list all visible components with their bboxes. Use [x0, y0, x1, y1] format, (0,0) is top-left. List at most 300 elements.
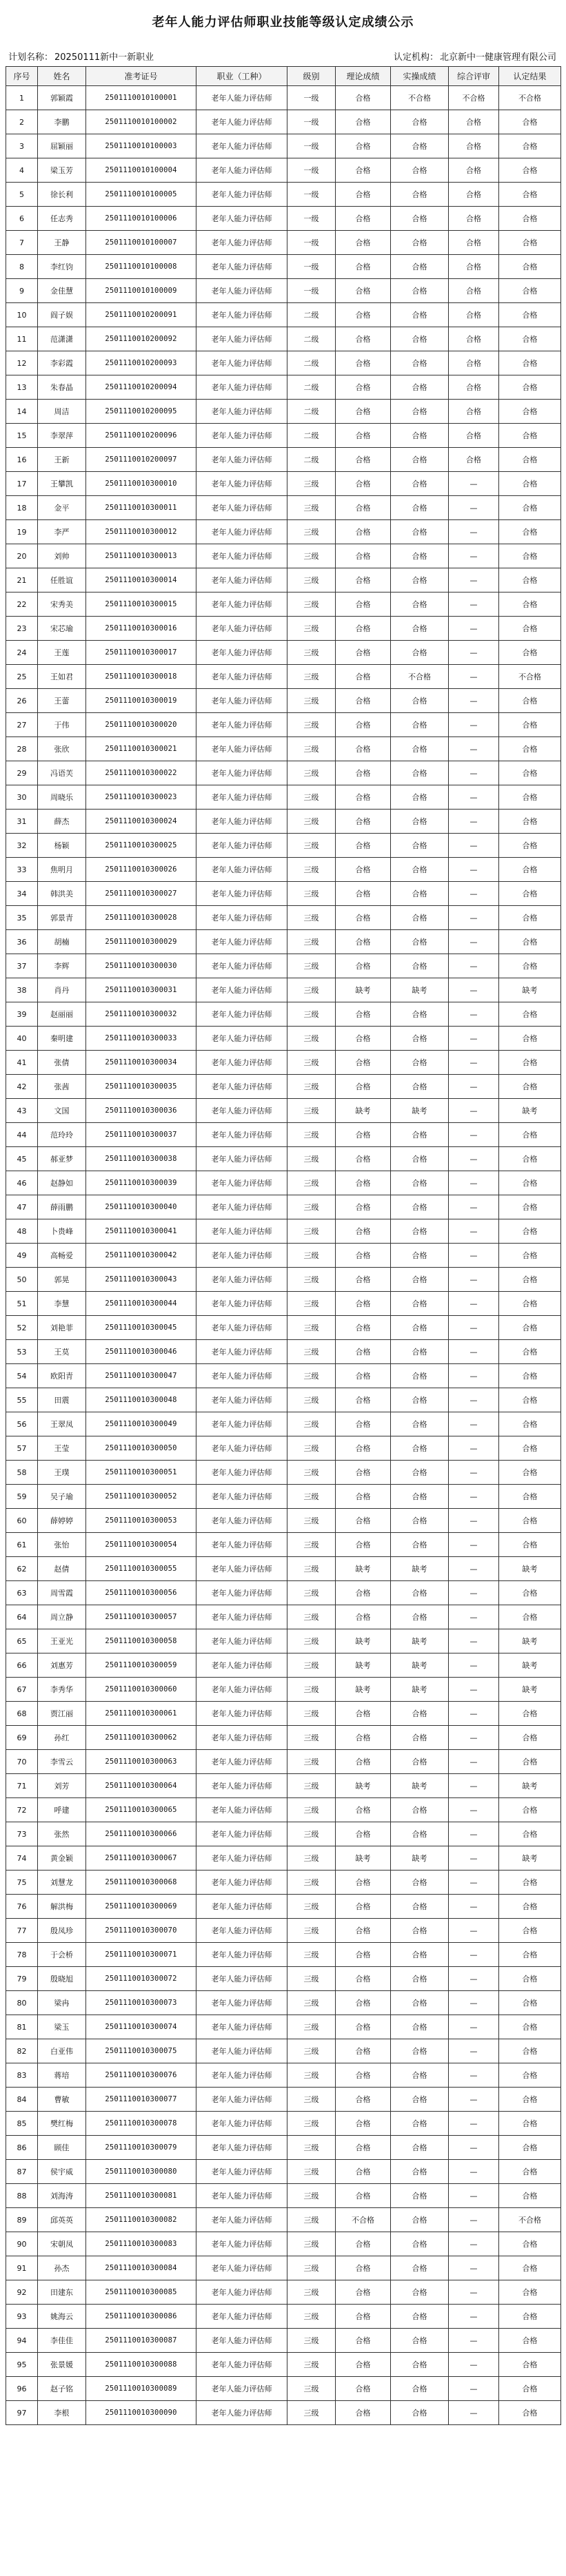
- cell-practical-score: 缺考: [391, 1774, 449, 1798]
- cell-level: 三级: [287, 1629, 336, 1653]
- cell-index: 61: [6, 1533, 38, 1557]
- cell-theory-score: 合格: [336, 1316, 391, 1340]
- cell-result: 缺考: [499, 1653, 561, 1678]
- cell-review: —: [449, 1219, 499, 1244]
- cell-name: 范玲玲: [38, 1123, 86, 1147]
- cell-theory-score: 合格: [336, 134, 391, 158]
- table-row: [6, 641, 561, 665]
- cell-practical-score: 合格: [391, 882, 449, 906]
- table-row: [6, 2088, 561, 2112]
- cell-review: —: [449, 882, 499, 906]
- cell-index: 90: [6, 2232, 38, 2256]
- plan-value: 20250111新中一新职业: [54, 52, 154, 63]
- cell-practical-score: 合格: [391, 593, 449, 617]
- header-level: 级别: [287, 67, 336, 86]
- cell-practical-score: 合格: [391, 183, 449, 207]
- cell-name: 李慧: [38, 1292, 86, 1316]
- cell-review: —: [449, 713, 499, 737]
- cell-review: —: [449, 1195, 499, 1219]
- cell-theory-score: 合格: [336, 158, 391, 183]
- cell-level: 三级: [287, 1436, 336, 1461]
- table-row: [6, 520, 561, 544]
- cell-result: 缺考: [499, 1099, 561, 1123]
- cell-occupation: 老年人能力评估师: [196, 1895, 287, 1919]
- cell-review: —: [449, 1292, 499, 1316]
- org-value: 北京新中一健康管理有限公司: [439, 52, 556, 63]
- cell-result: 合格: [499, 327, 561, 351]
- cell-ticket: 2501110010300058: [86, 1629, 196, 1653]
- cell-name: 王翠凤: [38, 1412, 86, 1436]
- cell-index: 74: [6, 1846, 38, 1871]
- cell-name: 周立静: [38, 1605, 86, 1629]
- cell-review: —: [449, 520, 499, 544]
- table-row: [6, 1436, 561, 1461]
- cell-name: 刘芳: [38, 1774, 86, 1798]
- cell-level: 三级: [287, 1533, 336, 1557]
- cell-result: 合格: [499, 882, 561, 906]
- cell-ticket: 2501110010300026: [86, 858, 196, 882]
- cell-level: 三级: [287, 1750, 336, 1774]
- cell-index: 14: [6, 400, 38, 424]
- cell-occupation: 老年人能力评估师: [196, 665, 287, 689]
- cell-name: 殷晓旭: [38, 1967, 86, 1991]
- table-row: [6, 1629, 561, 1653]
- cell-result: 合格: [499, 1244, 561, 1268]
- cell-theory-score: 合格: [336, 375, 391, 400]
- cell-practical-score: 合格: [391, 2232, 449, 2256]
- header-index: 序号: [6, 67, 38, 86]
- cell-ticket: 2501110010300085: [86, 2280, 196, 2305]
- cell-practical-score: 合格: [391, 1750, 449, 1774]
- cell-practical-score: 合格: [391, 617, 449, 641]
- cell-review: —: [449, 810, 499, 834]
- cell-occupation: 老年人能力评估师: [196, 255, 287, 279]
- cell-ticket: 2501110010300080: [86, 2160, 196, 2184]
- cell-occupation: 老年人能力评估师: [196, 1171, 287, 1195]
- cell-result: 合格: [499, 1943, 561, 1967]
- cell-occupation: 老年人能力评估师: [196, 520, 287, 544]
- cell-review: —: [449, 2160, 499, 2184]
- cell-occupation: 老年人能力评估师: [196, 1027, 287, 1051]
- cell-occupation: 老年人能力评估师: [196, 327, 287, 351]
- cell-practical-score: 合格: [391, 2256, 449, 2280]
- cell-theory-score: 合格: [336, 2160, 391, 2184]
- cell-occupation: 老年人能力评估师: [196, 906, 287, 930]
- cell-index: 8: [6, 255, 38, 279]
- cell-theory-score: 合格: [336, 689, 391, 713]
- cell-theory-score: 合格: [336, 2039, 391, 2063]
- cell-practical-score: 合格: [391, 520, 449, 544]
- table-header-row: [6, 67, 561, 86]
- cell-review: —: [449, 761, 499, 785]
- cell-name: 刘艳菲: [38, 1316, 86, 1340]
- cell-theory-score: 合格: [336, 327, 391, 351]
- table-row: [6, 882, 561, 906]
- cell-review: —: [449, 1822, 499, 1846]
- cell-occupation: 老年人能力评估师: [196, 1002, 287, 1027]
- cell-result: 合格: [499, 1147, 561, 1171]
- cell-index: 7: [6, 231, 38, 255]
- cell-review: 合格: [449, 183, 499, 207]
- table-row: [6, 158, 561, 183]
- table-row: [6, 279, 561, 303]
- table-row: [6, 496, 561, 520]
- cell-result: 合格: [499, 400, 561, 424]
- cell-practical-score: 合格: [391, 1919, 449, 1943]
- cell-theory-score: 合格: [336, 810, 391, 834]
- cell-ticket: 2501110010300059: [86, 1653, 196, 1678]
- cell-index: 35: [6, 906, 38, 930]
- header-name: 姓名: [38, 67, 86, 86]
- cell-index: 2: [6, 110, 38, 134]
- cell-result: 合格: [499, 1726, 561, 1750]
- cell-level: 三级: [287, 2256, 336, 2280]
- cell-result: 合格: [499, 496, 561, 520]
- cell-review: 合格: [449, 207, 499, 231]
- cell-ticket: 2501110010300067: [86, 1846, 196, 1871]
- cell-practical-score: 合格: [391, 207, 449, 231]
- cell-occupation: 老年人能力评估师: [196, 351, 287, 375]
- cell-practical-score: 合格: [391, 2063, 449, 2088]
- cell-ticket: 2501110010300057: [86, 1605, 196, 1629]
- cell-practical-score: 缺考: [391, 1629, 449, 1653]
- cell-level: 三级: [287, 1195, 336, 1219]
- header-practical-score: 实操成绩: [391, 67, 449, 86]
- cell-occupation: 老年人能力评估师: [196, 1533, 287, 1557]
- cell-occupation: 老年人能力评估师: [196, 1557, 287, 1581]
- cell-level: 三级: [287, 1027, 336, 1051]
- table-row: [6, 1822, 561, 1846]
- cell-practical-score: 合格: [391, 2401, 449, 2425]
- cell-theory-score: 合格: [336, 593, 391, 617]
- cell-index: 62: [6, 1557, 38, 1581]
- cell-review: —: [449, 2377, 499, 2401]
- cell-review: —: [449, 785, 499, 810]
- table-row: [6, 954, 561, 978]
- cell-occupation: 老年人能力评估师: [196, 183, 287, 207]
- cell-review: 合格: [449, 158, 499, 183]
- cell-review: 合格: [449, 448, 499, 472]
- cell-result: 合格: [499, 834, 561, 858]
- cell-level: 三级: [287, 1822, 336, 1846]
- table-row: [6, 2039, 561, 2063]
- table-row: [6, 1943, 561, 1967]
- cell-practical-score: 缺考: [391, 978, 449, 1002]
- cell-ticket: 2501110010300069: [86, 1895, 196, 1919]
- cell-theory-score: 合格: [336, 1075, 391, 1099]
- cell-name: 张然: [38, 1822, 86, 1846]
- cell-result: 合格: [499, 520, 561, 544]
- cell-review: 合格: [449, 110, 499, 134]
- cell-ticket: 2501110010200097: [86, 448, 196, 472]
- cell-review: —: [449, 2136, 499, 2160]
- cell-index: 60: [6, 1509, 38, 1533]
- cell-name: 文国: [38, 1099, 86, 1123]
- cell-occupation: 老年人能力评估师: [196, 2112, 287, 2136]
- cell-result: 合格: [499, 1268, 561, 1292]
- cell-ticket: 2501110010300079: [86, 2136, 196, 2160]
- cell-review: 合格: [449, 400, 499, 424]
- cell-review: —: [449, 2063, 499, 2088]
- cell-index: 94: [6, 2329, 38, 2353]
- cell-theory-score: 合格: [336, 472, 391, 496]
- table-row: [6, 1919, 561, 1943]
- cell-review: —: [449, 1605, 499, 1629]
- cell-review: —: [449, 737, 499, 761]
- cell-theory-score: 合格: [336, 1364, 391, 1388]
- cell-result: 合格: [499, 2088, 561, 2112]
- cell-name: 刘慧龙: [38, 1871, 86, 1895]
- table-row: [6, 1726, 561, 1750]
- cell-result: 合格: [499, 1750, 561, 1774]
- table-row: [6, 2208, 561, 2232]
- cell-result: 合格: [499, 1461, 561, 1485]
- cell-practical-score: 缺考: [391, 1653, 449, 1678]
- cell-index: 31: [6, 810, 38, 834]
- table-row: [6, 1292, 561, 1316]
- cell-theory-score: 合格: [336, 1991, 391, 2015]
- table-row: [6, 351, 561, 375]
- header-occupation: 职业（工种）: [196, 67, 287, 86]
- cell-review: 合格: [449, 351, 499, 375]
- table-row: [6, 1027, 561, 1051]
- cell-result: 合格: [499, 2256, 561, 2280]
- cell-index: 6: [6, 207, 38, 231]
- cell-theory-score: 缺考: [336, 1557, 391, 1581]
- cell-level: 三级: [287, 2063, 336, 2088]
- plan-info: [8, 50, 155, 63]
- table-row: [6, 448, 561, 472]
- cell-ticket: 2501110010300089: [86, 2377, 196, 2401]
- cell-index: 24: [6, 641, 38, 665]
- cell-index: 38: [6, 978, 38, 1002]
- cell-practical-score: 合格: [391, 158, 449, 183]
- cell-occupation: 老年人能力评估师: [196, 713, 287, 737]
- cell-result: 合格: [499, 255, 561, 279]
- cell-practical-score: 合格: [391, 1461, 449, 1485]
- table-row: [6, 1002, 561, 1027]
- cell-level: 三级: [287, 2329, 336, 2353]
- cell-practical-score: 合格: [391, 1002, 449, 1027]
- cell-theory-score: 合格: [336, 568, 391, 593]
- cell-index: 93: [6, 2305, 38, 2329]
- cell-theory-score: 合格: [336, 906, 391, 930]
- cell-index: 85: [6, 2112, 38, 2136]
- cell-ticket: 2501110010300060: [86, 1678, 196, 1702]
- cell-result: 合格: [499, 1123, 561, 1147]
- cell-result: 合格: [499, 568, 561, 593]
- cell-practical-score: 合格: [391, 1268, 449, 1292]
- cell-index: 25: [6, 665, 38, 689]
- cell-name: 李红钧: [38, 255, 86, 279]
- cell-practical-score: 合格: [391, 1388, 449, 1412]
- cell-result: 合格: [499, 1316, 561, 1340]
- cell-review: —: [449, 858, 499, 882]
- cell-practical-score: 合格: [391, 930, 449, 954]
- cell-practical-score: 合格: [391, 375, 449, 400]
- cell-index: 5: [6, 183, 38, 207]
- cell-result: 合格: [499, 472, 561, 496]
- cell-occupation: 老年人能力评估师: [196, 400, 287, 424]
- cell-level: 三级: [287, 2208, 336, 2232]
- cell-name: 李彩霞: [38, 351, 86, 375]
- cell-ticket: 2501110010300055: [86, 1557, 196, 1581]
- cell-theory-score: 合格: [336, 1340, 391, 1364]
- cell-index: 1: [6, 86, 38, 110]
- table-row: [6, 1485, 561, 1509]
- cell-ticket: 2501110010300040: [86, 1195, 196, 1219]
- cell-review: —: [449, 2305, 499, 2329]
- cell-level: 三级: [287, 1123, 336, 1147]
- cell-practical-score: 合格: [391, 2136, 449, 2160]
- cell-practical-score: 合格: [391, 2088, 449, 2112]
- cell-theory-score: 合格: [336, 86, 391, 110]
- cell-review: —: [449, 641, 499, 665]
- cell-name: 郝亚梦: [38, 1147, 86, 1171]
- table-row: [6, 1967, 561, 1991]
- cell-level: 三级: [287, 1726, 336, 1750]
- cell-level: 三级: [287, 978, 336, 1002]
- cell-review: 合格: [449, 134, 499, 158]
- cell-result: 缺考: [499, 1774, 561, 1798]
- cell-name: 王莲: [38, 641, 86, 665]
- cell-theory-score: 合格: [336, 834, 391, 858]
- cell-index: 40: [6, 1027, 38, 1051]
- cell-theory-score: 缺考: [336, 1774, 391, 1798]
- cell-index: 75: [6, 1871, 38, 1895]
- cell-name: 邱英英: [38, 2208, 86, 2232]
- cell-ticket: 2501110010300017: [86, 641, 196, 665]
- cell-ticket: 2501110010300011: [86, 496, 196, 520]
- cell-level: 三级: [287, 1557, 336, 1581]
- cell-theory-score: 合格: [336, 1436, 391, 1461]
- cell-level: 三级: [287, 2136, 336, 2160]
- cell-index: 58: [6, 1461, 38, 1485]
- cell-review: —: [449, 1581, 499, 1605]
- cell-result: 合格: [499, 2112, 561, 2136]
- cell-practical-score: 合格: [391, 134, 449, 158]
- cell-occupation: 老年人能力评估师: [196, 1436, 287, 1461]
- cell-level: 三级: [287, 1798, 336, 1822]
- cell-result: 合格: [499, 2232, 561, 2256]
- cell-level: 三级: [287, 834, 336, 858]
- cell-name: 王莫: [38, 1340, 86, 1364]
- cell-ticket: 2501110010300061: [86, 1702, 196, 1726]
- cell-index: 80: [6, 1991, 38, 2015]
- table-row: [6, 1268, 561, 1292]
- cell-review: —: [449, 1147, 499, 1171]
- table-row: [6, 1774, 561, 1798]
- cell-index: 13: [6, 375, 38, 400]
- cell-ticket: 2501110010300068: [86, 1871, 196, 1895]
- cell-result: 合格: [499, 1388, 561, 1412]
- cell-result: 合格: [499, 2280, 561, 2305]
- cell-review: —: [449, 1099, 499, 1123]
- cell-index: 42: [6, 1075, 38, 1099]
- cell-name: 王攀凯: [38, 472, 86, 496]
- cell-index: 39: [6, 1002, 38, 1027]
- cell-theory-score: 合格: [336, 400, 391, 424]
- cell-theory-score: 合格: [336, 1798, 391, 1822]
- cell-theory-score: 合格: [336, 882, 391, 906]
- cell-name: 张怡: [38, 1533, 86, 1557]
- table-row: [6, 2377, 561, 2401]
- cell-index: 47: [6, 1195, 38, 1219]
- table-row: [6, 593, 561, 617]
- cell-occupation: 老年人能力评估师: [196, 1147, 287, 1171]
- cell-level: 三级: [287, 906, 336, 930]
- cell-theory-score: 合格: [336, 1895, 391, 1919]
- cell-theory-score: 合格: [336, 1726, 391, 1750]
- cell-name: 郭颖霞: [38, 86, 86, 110]
- cell-review: —: [449, 1123, 499, 1147]
- cell-theory-score: 合格: [336, 448, 391, 472]
- cell-result: 合格: [499, 231, 561, 255]
- cell-practical-score: 合格: [391, 2160, 449, 2184]
- cell-result: 合格: [499, 2353, 561, 2377]
- cell-practical-score: 合格: [391, 737, 449, 761]
- cell-ticket: 2501110010300050: [86, 1436, 196, 1461]
- cell-practical-score: 合格: [391, 1195, 449, 1219]
- table-row: [6, 1075, 561, 1099]
- cell-ticket: 2501110010300065: [86, 1798, 196, 1822]
- cell-index: 55: [6, 1388, 38, 1412]
- cell-review: —: [449, 834, 499, 858]
- cell-practical-score: 合格: [391, 2112, 449, 2136]
- cell-index: 46: [6, 1171, 38, 1195]
- table-row: [6, 2232, 561, 2256]
- cell-ticket: 2501110010100006: [86, 207, 196, 231]
- cell-theory-score: 合格: [336, 2184, 391, 2208]
- cell-result: 合格: [499, 1219, 561, 1244]
- cell-occupation: 老年人能力评估师: [196, 158, 287, 183]
- cell-result: 合格: [499, 2160, 561, 2184]
- table-row: [6, 858, 561, 882]
- cell-ticket: 2501110010300077: [86, 2088, 196, 2112]
- cell-ticket: 2501110010300063: [86, 1750, 196, 1774]
- cell-result: 合格: [499, 1027, 561, 1051]
- cell-occupation: 老年人能力评估师: [196, 134, 287, 158]
- cell-name: 赵倩: [38, 1557, 86, 1581]
- cell-theory-score: 合格: [336, 761, 391, 785]
- cell-occupation: 老年人能力评估师: [196, 2305, 287, 2329]
- cell-theory-score: 合格: [336, 544, 391, 568]
- cell-ticket: 2501110010300018: [86, 665, 196, 689]
- cell-level: 一级: [287, 255, 336, 279]
- cell-occupation: 老年人能力评估师: [196, 2280, 287, 2305]
- cell-result: 缺考: [499, 1678, 561, 1702]
- cell-theory-score: 合格: [336, 1123, 391, 1147]
- table-row: [6, 400, 561, 424]
- cell-result: 合格: [499, 1533, 561, 1557]
- cell-occupation: 老年人能力评估师: [196, 737, 287, 761]
- cell-review: —: [449, 1461, 499, 1485]
- cell-level: 三级: [287, 2184, 336, 2208]
- table-row: [6, 2280, 561, 2305]
- cell-practical-score: 合格: [391, 351, 449, 375]
- cell-index: 69: [6, 1726, 38, 1750]
- cell-level: 三级: [287, 1388, 336, 1412]
- table-row: [6, 2256, 561, 2280]
- cell-practical-score: 合格: [391, 279, 449, 303]
- cell-level: 三级: [287, 1702, 336, 1726]
- cell-result: 合格: [499, 689, 561, 713]
- cell-review: —: [449, 2329, 499, 2353]
- cell-review: —: [449, 568, 499, 593]
- table-row: [6, 1846, 561, 1871]
- cell-index: 51: [6, 1292, 38, 1316]
- cell-review: —: [449, 496, 499, 520]
